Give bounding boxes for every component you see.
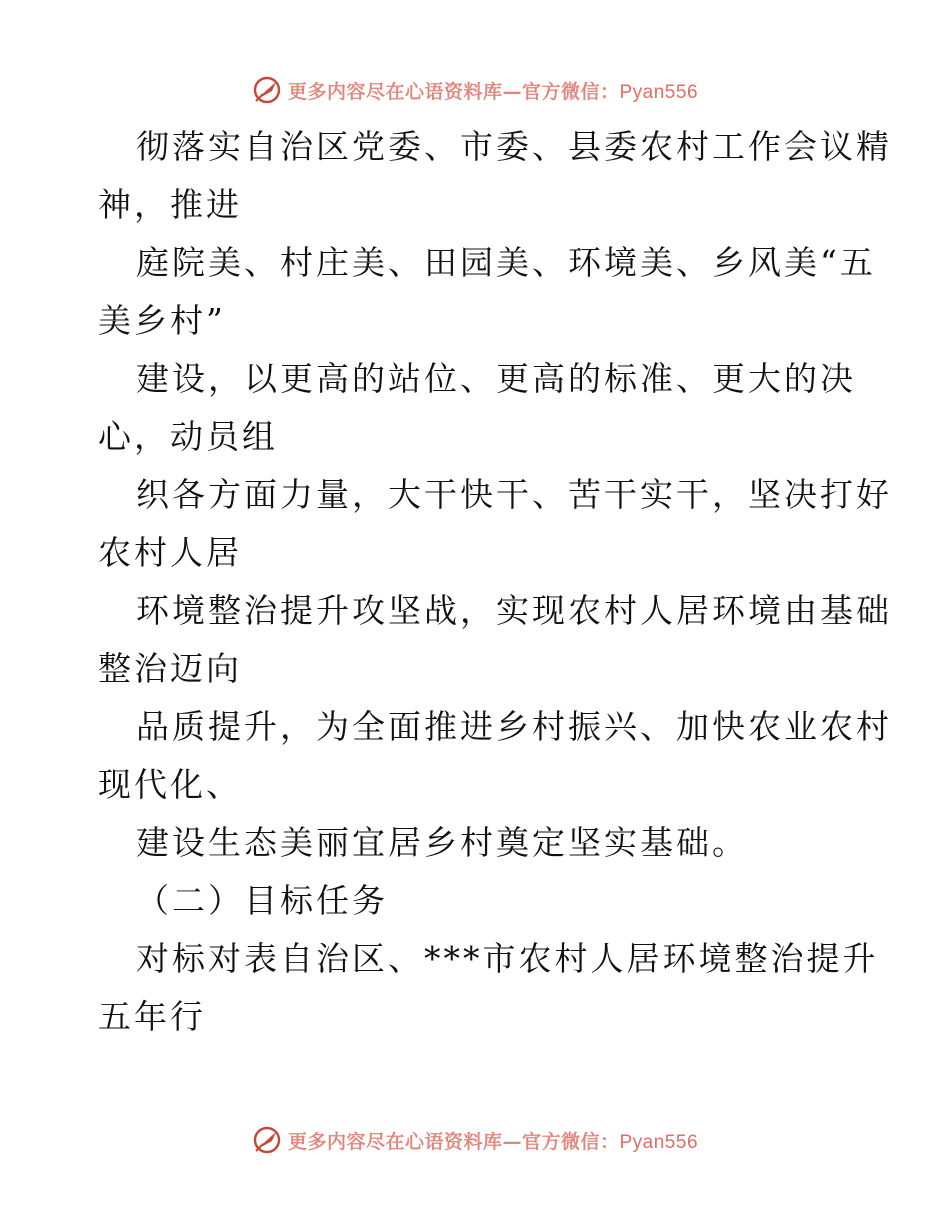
watermark-text (288, 77, 698, 104)
watermark-main: 更多内容尽在心语资料库 (287, 1130, 503, 1153)
watermark-suffix: 官方微信： (521, 1130, 620, 1153)
text-line: 建设，以更高的站位、更高的标准、更大的决 (136, 359, 856, 398)
text-line: 心，动员组 (98, 417, 278, 456)
watermark-account: Pyan556 (619, 81, 699, 103)
text-line: 五年行 (98, 997, 206, 1036)
text-line: 庭院美、村庄美、田园美、环境美、乡风美“五 (136, 243, 876, 282)
text-line: 对标对表自治区、***市农村人居环境整治提升 (136, 939, 879, 978)
text-line: 建设生态美丽宜居乡村奠定坚实基础。 (136, 823, 748, 862)
text-line: 品质提升，为全面推进乡村振兴、加快农业农村 (136, 707, 892, 746)
watermark-dash: — (502, 1130, 522, 1153)
text-line: 织各方面力量，大干快干、苦干实干，坚决打好 (136, 475, 892, 514)
footer-watermark (0, 1120, 950, 1160)
watermark-dash: — (502, 80, 522, 103)
watermark-main: 更多内容尽在心语资料库 (287, 80, 503, 103)
text-line: 环境整治提升攻坚战，实现农村人居环境由基础 (136, 591, 892, 630)
text-line: 现代化、 (98, 765, 242, 804)
text-line: 农村人居 (98, 533, 242, 572)
document-body (98, 118, 892, 1046)
quill-logo-icon (252, 1125, 282, 1155)
watermark-account: Pyan556 (619, 1131, 699, 1153)
text-line: 整治迈向 (98, 649, 242, 688)
watermark-suffix: 官方微信： (521, 80, 620, 103)
text-line: 彻落实自治区党委、市委、县委农村工作会议精 (136, 127, 892, 166)
text-line: 神，推进 (98, 185, 242, 224)
watermark-text (288, 1127, 698, 1154)
header-watermark (0, 70, 950, 110)
text-line: 美乡村” (98, 301, 226, 340)
section-heading: （二）目标任务 (136, 881, 388, 920)
quill-logo-icon (252, 75, 282, 105)
